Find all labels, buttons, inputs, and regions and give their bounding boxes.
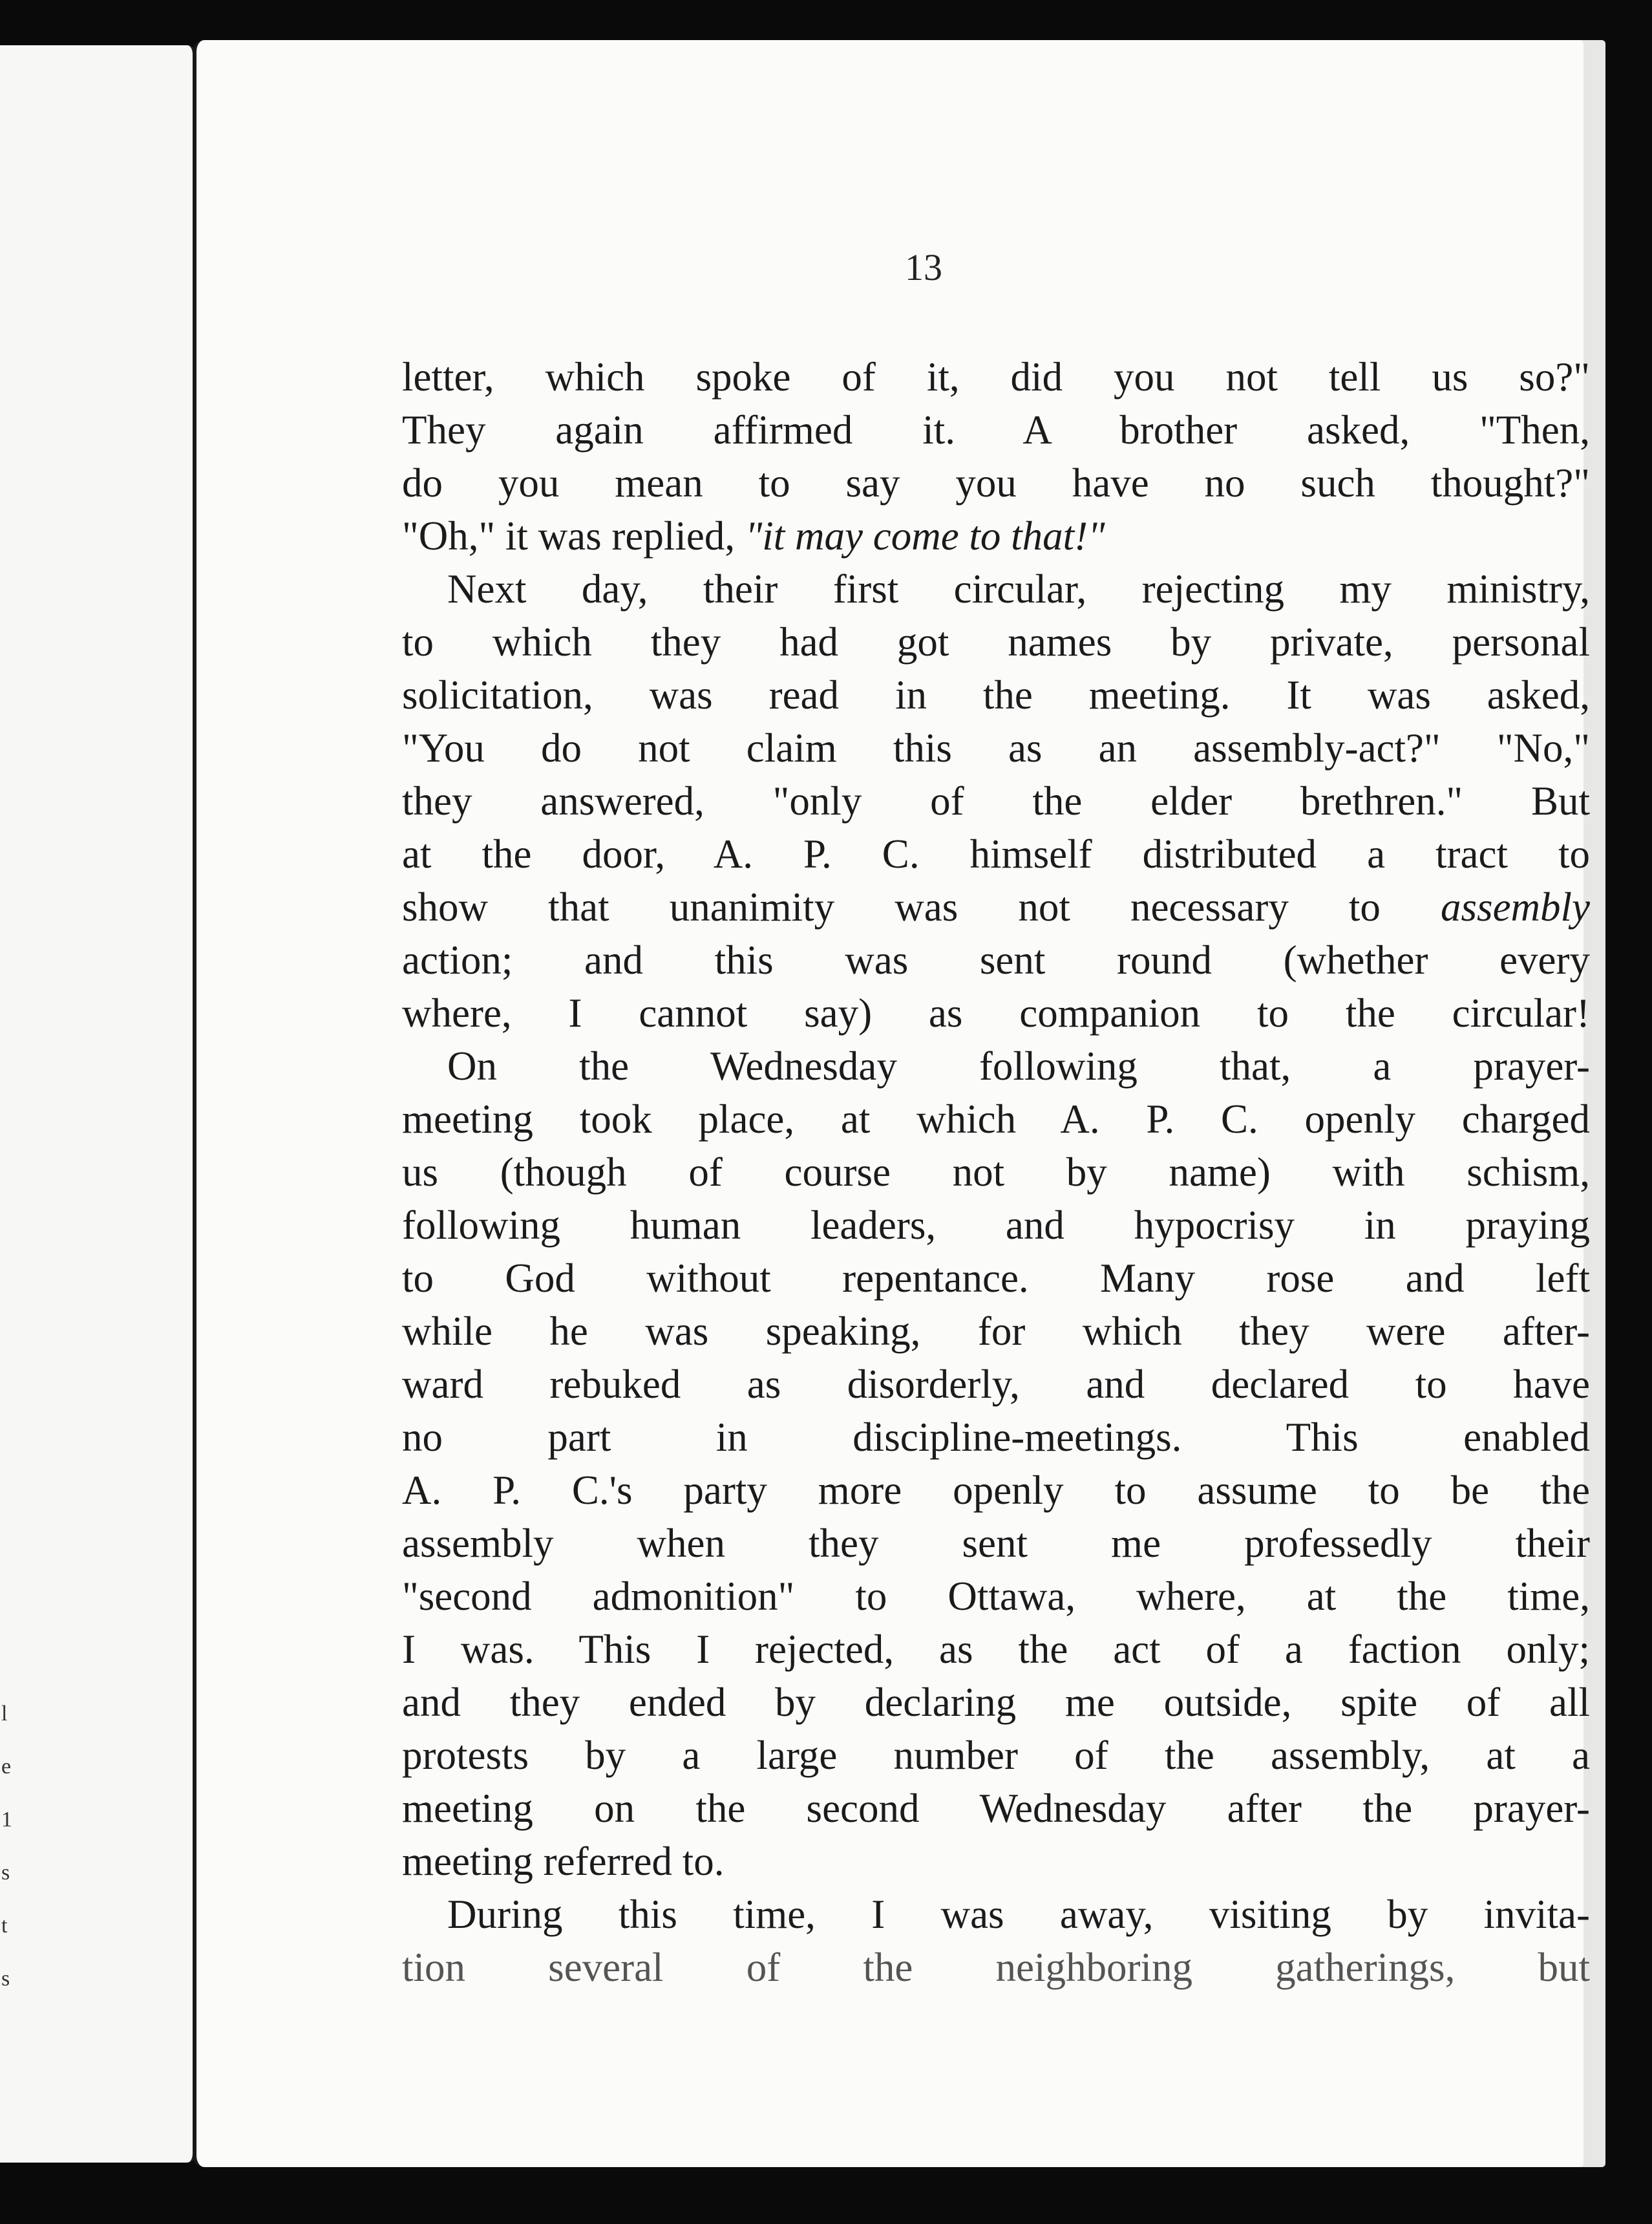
text-line: while he was speaking, for which they were after- <box>402 1309 1590 1354</box>
book-page <box>193 40 1605 2167</box>
facing-page-fragment: l <box>1 1702 8 1726</box>
text-line: to which they had got names by private, personal <box>402 619 1590 665</box>
facing-page-edge <box>0 45 196 2163</box>
text-line: following human leaders, and hypocrisy in praying <box>402 1203 1590 1248</box>
text-line: solicitation, was read in the meeting. It was asked, <box>402 672 1590 718</box>
facing-page-fragment: s <box>1 1861 10 1885</box>
text-line: at the door, A. P. C. himself distributed a tract to <box>402 831 1590 877</box>
text-line: meeting referred to. <box>402 1839 725 1884</box>
text-line-italic: assembly <box>1441 884 1590 930</box>
text-line: meeting took place, at which A. P. C. openly charged <box>402 1096 1590 1142</box>
text-line: They again affirmed it. A brother asked, "Then, <box>402 407 1590 453</box>
text-line: "second admonition" to Ottawa, where, at the time, <box>402 1574 1590 1619</box>
text-line: tion several of the neighboring gatherings, but <box>402 1945 1590 1990</box>
text-line: protests by a large number of the assembly, at a <box>402 1733 1590 1778</box>
facing-page-fragment: 1 <box>1 1808 12 1832</box>
text-line <box>402 509 1590 562</box>
text-line: and they ended by declaring me outside, spite of all <box>402 1680 1590 1725</box>
facing-page-fragments <box>1 1687 14 2005</box>
facing-page-fragment: t <box>1 1914 8 1938</box>
page-body-text <box>402 350 1590 1994</box>
paragraph-start-line: Next day, their first circular, rejecting my ministry, <box>447 566 1590 612</box>
text-line: letter, which spoke of it, did you not tell us so?" <box>402 354 1590 400</box>
text-line: A. P. C.'s party more openly to assume to be the <box>402 1468 1590 1513</box>
text-line: us (though of course not by name) with schism, <box>402 1149 1590 1195</box>
text-line-regular: "Oh," it was replied, <box>402 513 745 559</box>
text-line: they answered, "only of the elder brethren." But <box>402 778 1590 824</box>
text-line: ward rebuked as disorderly, and declared to have <box>402 1362 1590 1407</box>
text-line: do you mean to say you have no such thought?" <box>402 460 1590 506</box>
text-line: assembly when they sent me professedly their <box>402 1521 1590 1566</box>
text-line <box>402 881 1590 934</box>
paragraph-start-line: On the Wednesday following that, a prayer- <box>447 1043 1590 1089</box>
text-line: where, I cannot say) as companion to the circular! <box>402 990 1590 1036</box>
text-line: I was. This I rejected, as the act of a faction only; <box>402 1627 1590 1672</box>
facing-page-fragment: e <box>1 1755 12 1779</box>
page-number: 13 <box>905 246 942 288</box>
text-line-regular: show that unanimity was not necessary to <box>402 884 1441 930</box>
text-line: no part in discipline-meetings. This enabled <box>402 1415 1590 1460</box>
text-line: meeting on the second Wednesday after the prayer- <box>402 1786 1590 1831</box>
paragraph-start-line: During this time, I was away, visiting by invita- <box>447 1892 1590 1937</box>
text-line: action; and this was sent round (whether every <box>402 937 1590 983</box>
text-line: "You do not claim this as an assembly-act?" "No," <box>402 725 1590 771</box>
facing-page-fragment: s <box>1 1967 10 1991</box>
text-line: to God without repentance. Many rose and left <box>402 1256 1590 1301</box>
text-line-italic: "it may come to that!" <box>745 513 1105 559</box>
